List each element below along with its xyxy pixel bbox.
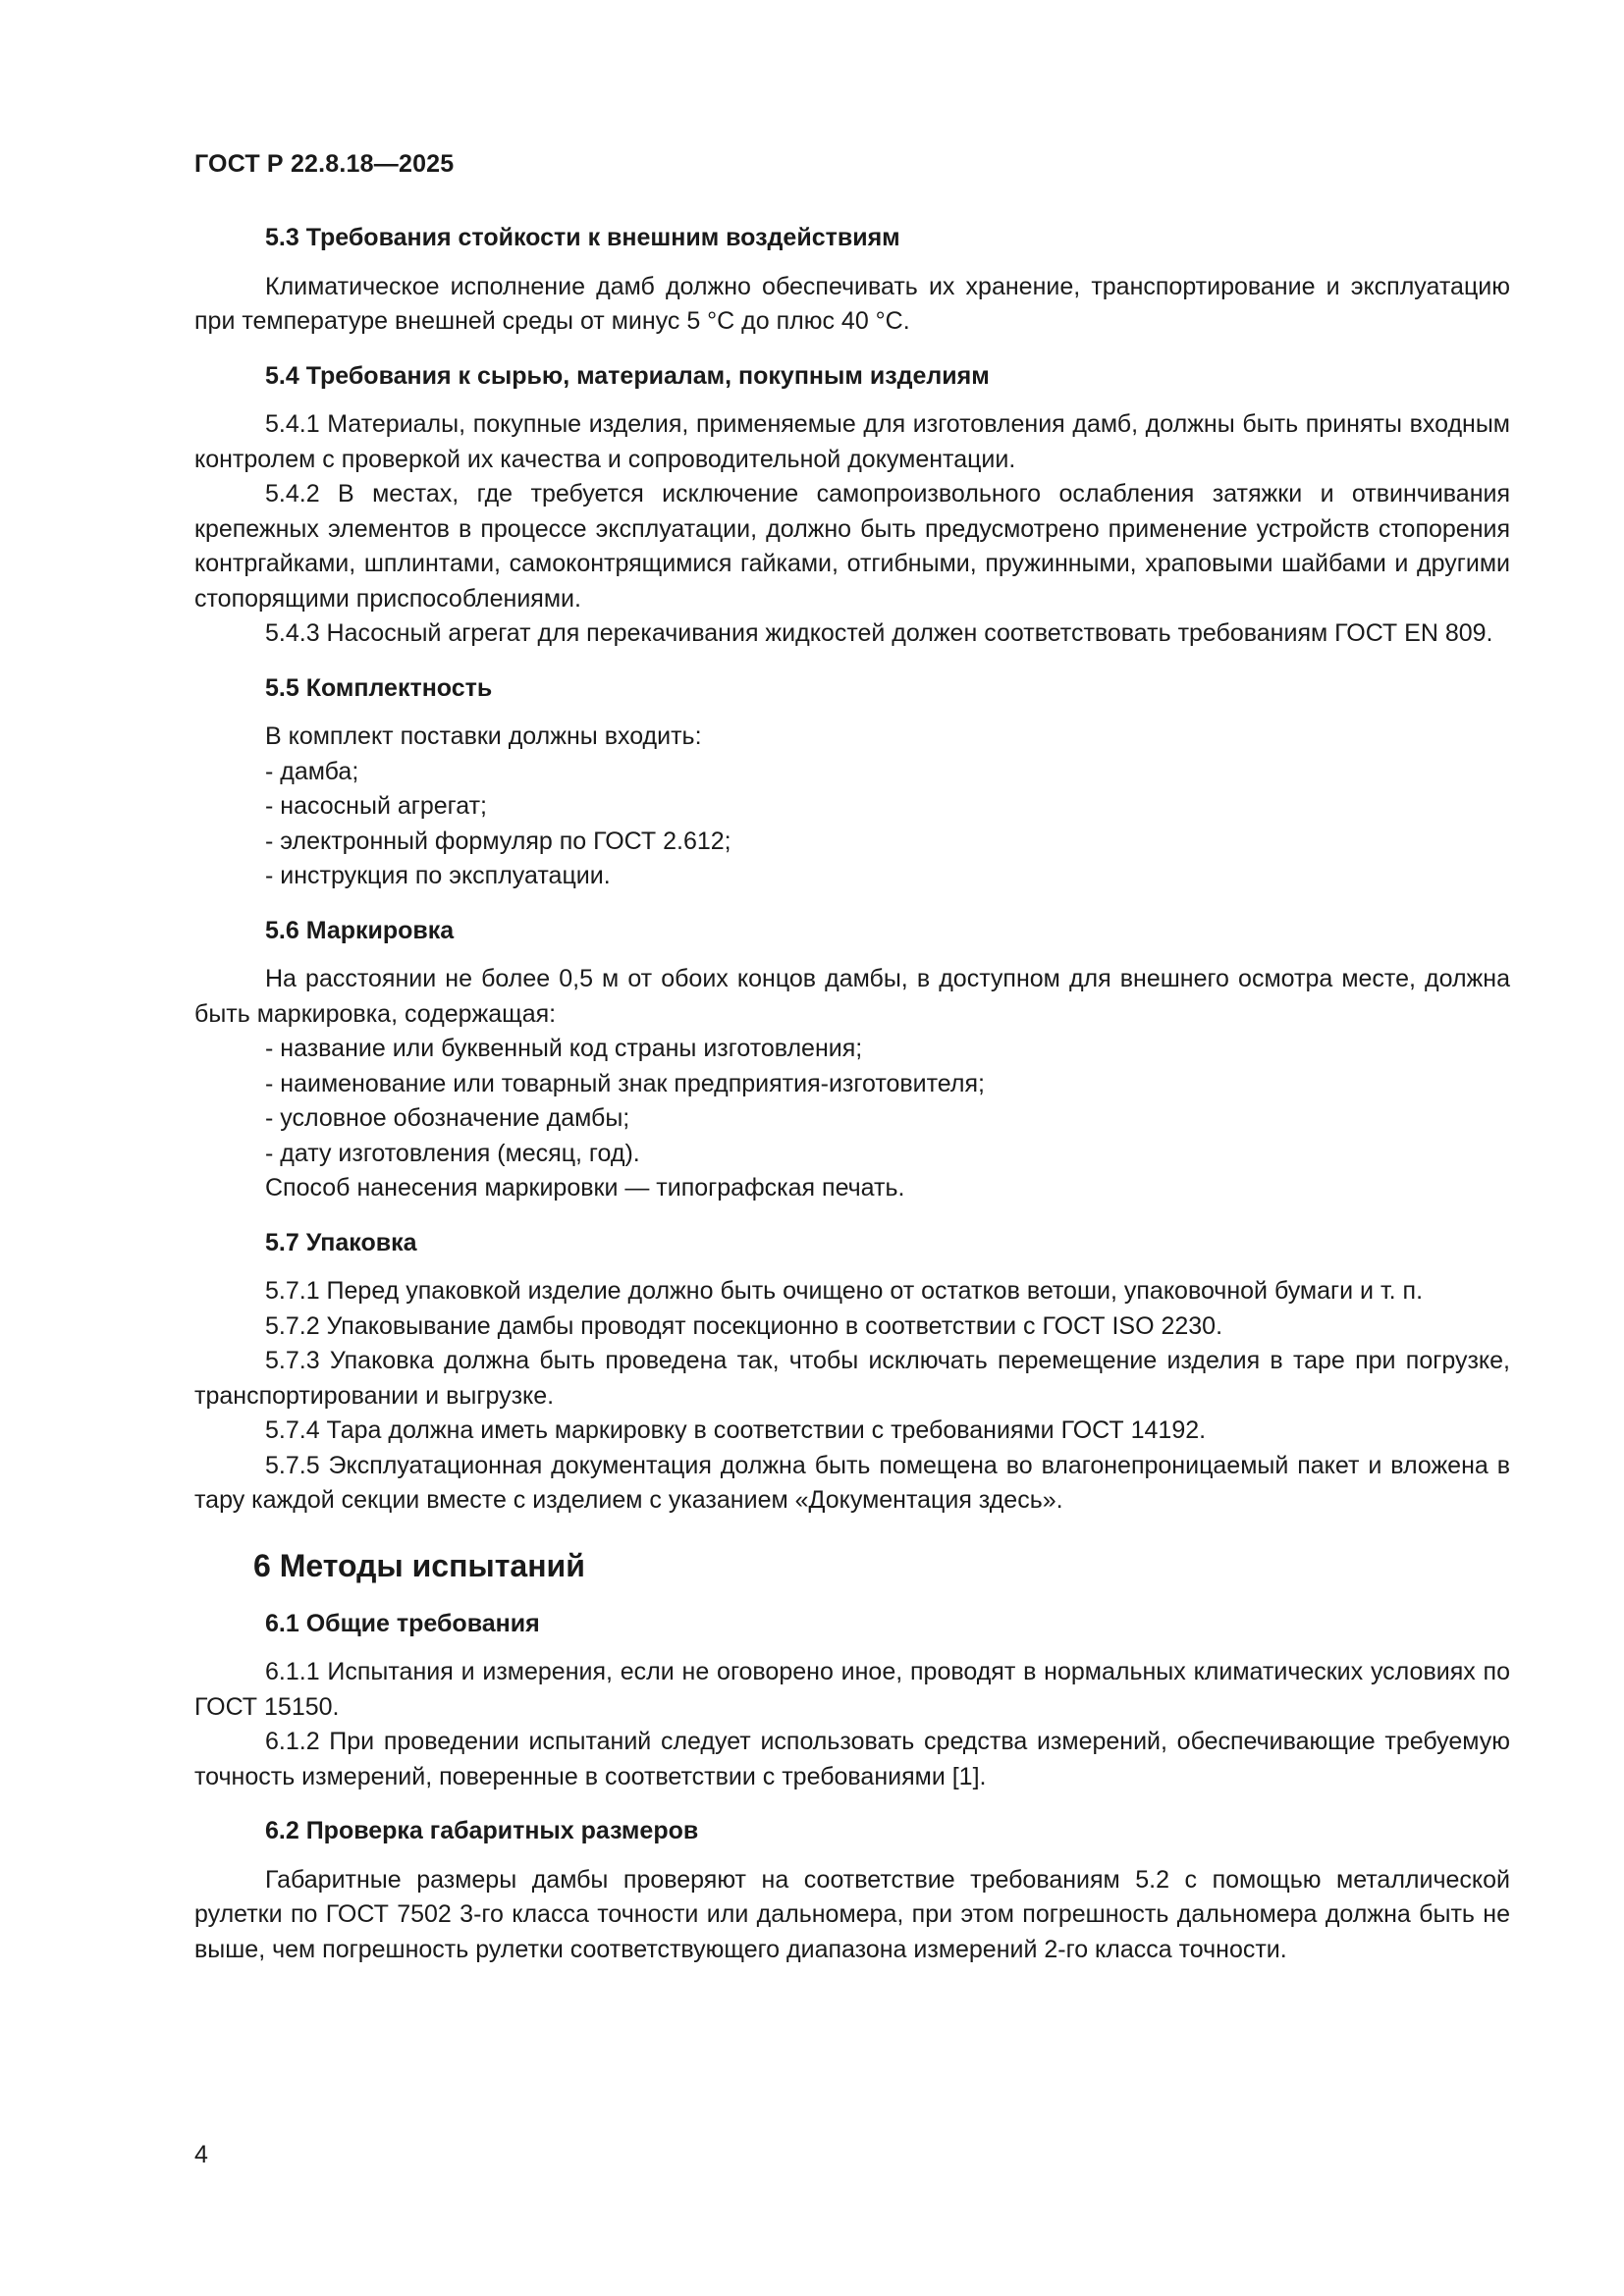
list-item: - наименование или товарный знак предприятия-изготовителя; bbox=[265, 1069, 985, 1097]
list-item: - дату изготовления (месяц, год). bbox=[265, 1139, 640, 1167]
list-item: - насосный агрегат; bbox=[265, 792, 488, 820]
section-5-5-title: 5.5 Комплектность bbox=[265, 673, 493, 702]
section-5-3-paragraph: Климатическое исполнение дамб должно обеспечивать их хранение, транспортирование и эксплуатацию при температуре внешней среды от минус 5 °С до плюс 40 °С. bbox=[194, 272, 1510, 335]
list-item: - название или буквенный код страны изготовления; bbox=[265, 1035, 863, 1062]
clause-5-7-2: 5.7.2 Упаковывание дамбы проводят посекционно в соответствии с ГОСТ ISO 2230. bbox=[265, 1311, 1223, 1340]
section-5-6-title: 5.6 Маркировка bbox=[265, 916, 455, 944]
clause-5-7-5: 5.7.5 Эксплуатационная документация должна быть помещена во влагонепроницаемый пакет и вложена в тару каждой секции вместе с изделием с указанием «Документация здесь». bbox=[194, 1451, 1510, 1514]
section-6-title: 6 Методы испытаний bbox=[253, 1547, 585, 1583]
section-5-6-outro: Способ нанесения маркировки — типографская печать. bbox=[265, 1174, 905, 1201]
section-5-4-title: 5.4 Требования к сырью, материалам, покупным изделиям bbox=[265, 361, 990, 390]
section-5-3-title: 5.3 Требования стойкости к внешним воздействиям bbox=[265, 224, 900, 251]
document-code-header: ГОСТ Р 22.8.18—2025 bbox=[194, 150, 455, 178]
clause-5-4-1: 5.4.1 Материалы, покупные изделия, применяемые для изготовления дамб, должны быть приняты входным контролем с проверкой их качества и сопроводительной документации. bbox=[194, 410, 1510, 473]
document-body bbox=[194, 221, 1510, 1967]
list-item: - дамба; bbox=[265, 757, 359, 785]
clause-5-7-1: 5.7.1 Перед упаковкой изделие должно быть очищено от остатков ветоши, упаковочной бумаги и т. п. bbox=[265, 1277, 1424, 1305]
clause-5-7-4: 5.7.4 Тара должна иметь маркировку в соответствии с требованиями ГОСТ 14192. bbox=[265, 1416, 1207, 1444]
list-item: - условное обозначение дамбы; bbox=[265, 1104, 630, 1132]
section-6-1-title: 6.1 Общие требования bbox=[265, 1609, 540, 1637]
clause-5-4-3: 5.4.3 Насосный агрегат для перекачивания жидкостей должен соответствовать требованиям ГОСТ EN 809. bbox=[265, 619, 1493, 647]
clause-6-1-1: 6.1.1 Испытания и измерения, если не оговорено иное, проводят в нормальных климатических условиях по ГОСТ 15150. bbox=[194, 1658, 1510, 1721]
section-5-6-intro: На расстоянии не более 0,5 м от обоих концов дамбы, в доступном для внешнего осмотра месте, должна быть маркировка, содержащая: bbox=[194, 965, 1510, 1028]
section-5-5-intro: В комплект поставки должны входить: bbox=[265, 722, 702, 750]
section-6-2-title: 6.2 Проверка габаритных размеров bbox=[265, 1817, 699, 1844]
section-5-7-title: 5.7 Упаковка bbox=[265, 1228, 417, 1256]
list-item: - инструкция по эксплуатации. bbox=[265, 862, 611, 889]
clause-6-1-2: 6.1.2 При проведении испытаний следует использовать средства измерений, обеспечивающие требуемую точность измерений, поверенные в соответствии с требованиями [1]. bbox=[194, 1728, 1510, 1790]
section-6-2-paragraph: Габаритные размеры дамбы проверяют на соответствие требованиям 5.2 с помощью металлической рулетки по ГОСТ 7502 3-го класса точности или дальномера, при этом погрешность дальномера должна быть не выше, чем погрешность рулетки соответствующего диапазона измерений 2-го класса точности. bbox=[194, 1865, 1510, 1963]
clause-5-4-2: 5.4.2 В местах, где требуется исключение самопроизвольного ослабления затяжки и отвинчивания крепежных элементов в процессе эксплуатации, должно быть предусмотрено применение устройств стопорения контргайками, шплинтами, самоконтрящимися гайками, отгибными, пружинными, храповыми шайбами и другими стопорящими приспособлениями. bbox=[194, 480, 1510, 613]
list-item: - электронный формуляр по ГОСТ 2.612; bbox=[265, 827, 731, 855]
page-number: 4 bbox=[194, 2141, 208, 2168]
clause-5-7-3: 5.7.3 Упаковка должна быть проведена так, чтобы исключать перемещение изделия в таре при погрузке, транспортировании и выгрузке. bbox=[194, 1347, 1510, 1410]
